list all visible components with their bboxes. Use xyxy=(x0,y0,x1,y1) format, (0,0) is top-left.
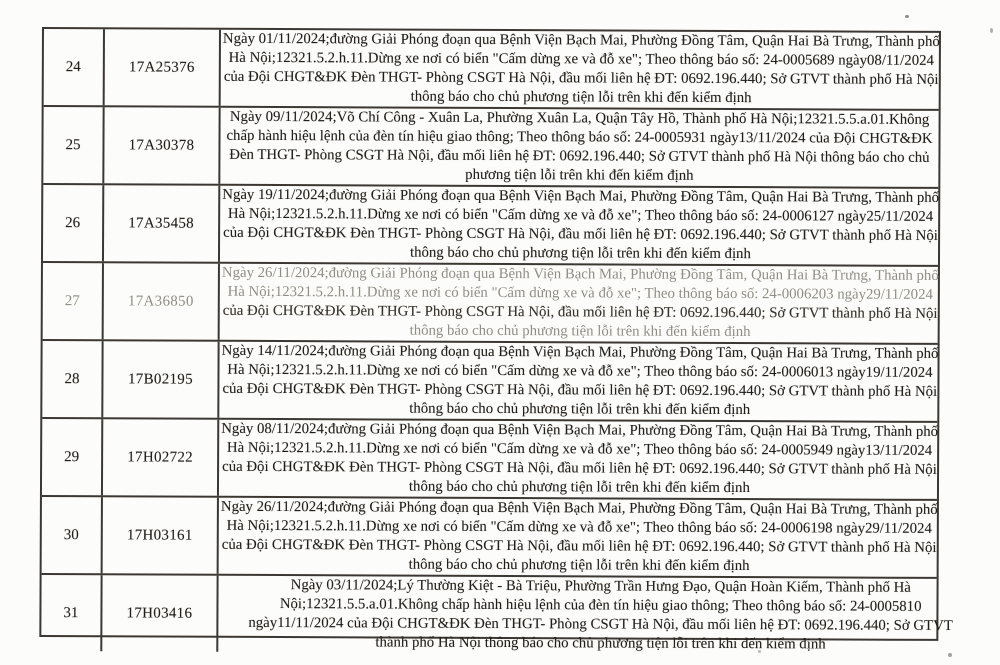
table-row xyxy=(43,185,938,267)
violation-text-line: của Đội CHGT&ĐK Đèn THGT- Phòng CSGT Hà Nội, đầu mối liên hệ ĐT: 0692.196.440; Sở GTVT thành phố Hà Nội xyxy=(222,380,938,400)
violation-description-cell xyxy=(220,186,941,265)
violation-text-line: Hà Nội;12321.5.2.h.11.Dừng xe nơi có biển "Cấm dừng xe và đỗ xe"; Theo thông báo số: 24-0006198 ngày29/11/2024 xyxy=(226,517,932,537)
violation-text-line: thông báo cho chủ phương tiện lỗi trên khi đến kiểm định xyxy=(409,244,751,263)
violation-text-line: Nội;12321.5.5.a.01.Không chấp hành hiệu lệnh của đèn tín hiệu giao thông; Theo thông báo số: 24-0005810 xyxy=(279,596,922,615)
violation-text-line: Hà Nội;12321.5.2.h.11.Dừng xe nơi có biển "Cấm dừng xe và đỗ xe"; Theo thông báo số: 24-0006127 ngày25/11/2024 xyxy=(227,205,934,225)
violation-text-line: Hà Nội;12321.5.2.h.11.Dừng xe nơi có biển "Cấm dừng xe và đỗ xe"; Theo thông báo số: 24-0006203 ngày29/11/2024 xyxy=(227,283,933,303)
table-row xyxy=(44,29,939,111)
row-number-cell: 24 xyxy=(44,29,105,105)
table-row xyxy=(43,107,938,189)
violation-text-line: thông báo cho chủ phương tiện lỗi trên khi đến kiểm định xyxy=(408,478,750,497)
license-plate-cell: 17A30378 xyxy=(104,107,220,184)
violation-text-line: chấp hành hiệu lệnh của đèn tín hiệu giao thông; Theo thông báo số: 24-0005931 ngày13/11/2024 của Đội CHGT&ĐK xyxy=(226,127,933,147)
violation-description-cell xyxy=(218,576,983,655)
table-row xyxy=(42,497,937,579)
violation-text-line: của Đội CHGT&ĐK Đèn THGT- Phòng CSGT Hà Nội, đầu mối liên hệ ĐT: 0692.196.440; Sở GTVT thành phố Hà Nội xyxy=(223,224,938,244)
violation-text-line: của Đội CHGT&ĐK Đèn THGT- Phòng CSGT Hà Nội, đầu mối liên hệ ĐT: 0692.196.440; Sở GTVT thành phố Hà Nội xyxy=(221,536,937,556)
violation-text-line: Hà Nội;12321.5.2.h.11.Dừng xe nơi có biển "Cấm dừng xe và đỗ xe"; Theo thông báo số: 24-0005949 ngày13/11/2024 xyxy=(226,439,933,459)
violation-text-line: thông báo cho chủ phương tiện lỗi trên khi đến kiểm định xyxy=(410,88,752,107)
violation-description-cell xyxy=(219,420,940,499)
violation-text-line: thông báo cho chủ phương tiện lỗi trên khi đến kiểm định xyxy=(408,556,750,575)
row-number-cell: 27 xyxy=(43,263,104,339)
violation-text-line: của Đội CHGT&ĐK Đèn THGT- Phòng CSGT Hà Nội, đầu mối liên hệ ĐT: 0692.196.440; Sở GTVT thành phố Hà Nội xyxy=(222,458,937,478)
license-plate-cell: 17H03161 xyxy=(103,497,219,574)
table-row xyxy=(42,341,937,423)
row-number-cell: 29 xyxy=(42,419,103,495)
violation-text-line: của Đội CHGT&ĐK Đèn THGT- Phòng CSGT Hà Nội, đầu mối liên hệ ĐT: 0692.196.440; Sở GTVT thành phố Hà Nội xyxy=(223,68,939,88)
violation-text-line: Ngày 01/11/2024;đường Giải Phóng đoạn qua Bệnh Viện Bạch Mai, Phường Đồng Tâm, Quận Hai Bà Trưng, Thành phố xyxy=(222,30,940,50)
row-number-cell: 26 xyxy=(43,185,104,261)
violation-text-line: Ngày 26/11/2024;đường Giải Phóng đoạn qua Bệnh Viện Bạch Mai, Phường Đồng Tâm, Quận Hai Bà Trưng, Thành phố xyxy=(220,498,938,518)
row-number-cell: 30 xyxy=(42,497,103,573)
license-plate-cell: 17A36850 xyxy=(104,263,220,340)
violations-table xyxy=(39,27,953,653)
violation-text-line: Ngày 08/11/2024;đường Giải Phóng đoạn qua Bệnh Viện Bạch Mai, Phường Đồng Tâm, Quận Hai Bà Trưng, Thành phố xyxy=(221,420,939,440)
violation-text-line: thành phố Hà Nội thông báo cho chủ phương tiện lỗi trên khi đến kiểm định xyxy=(375,634,826,653)
violation-text-line: phương tiện lỗi trên khi đến kiểm định xyxy=(465,166,694,184)
violation-description-cell xyxy=(219,342,940,421)
violation-text-line: Ngày 09/11/2024;Võ Chí Công - Xuân La, Phường Xuân La, Quận Tây Hồ, Thành phố Hà Nội;12321.5.5.a.01.Không xyxy=(229,108,930,128)
scan-speck xyxy=(905,15,909,18)
table-row xyxy=(43,263,938,345)
row-number-cell: 25 xyxy=(43,107,104,183)
violation-description-cell xyxy=(221,30,942,109)
violation-text-line: Hà Nội;12321.5.2.h.11.Dừng xe nơi có biển "Cấm dừng xe và đỗ xe"; Theo thông báo số: 24-0005689 ngày08/11/2024 xyxy=(228,49,934,69)
violation-text-line: Ngày 14/11/2024;đường Giải Phóng đoạn qua Bệnh Viện Bạch Mai, Phường Đồng Tâm, Quận Hai Bà Trưng, Thành phố xyxy=(221,342,939,362)
license-plate-cell: 17A25376 xyxy=(105,29,221,106)
license-plate-cell: 17B02195 xyxy=(103,341,219,418)
row-number-cell: 28 xyxy=(42,341,103,417)
violation-text-line: thông báo cho chủ phương tiện lỗi trên khi đến kiểm định xyxy=(409,322,751,341)
violation-text-line: Đèn THGT- Phòng CSGT Hà Nội, đầu mối liên hệ ĐT: 0692.196.440; Sở GTVT thành phố Hà Nội thông báo cho chủ xyxy=(229,146,930,166)
license-plate-cell: 17A35458 xyxy=(104,185,220,262)
violation-description-cell xyxy=(219,498,940,577)
violation-text-line: Ngày 19/11/2024;đường Giải Phóng đoạn qua Bệnh Viện Bạch Mai, Phường Đồng Tâm, Quận Hai Bà Trưng, Thành phố xyxy=(222,186,940,206)
violation-text-line: Ngày 03/11/2024;Lý Thường Kiệt - Bà Triệu, Phường Trần Hưng Đạo, Quận Hoàn Kiếm, Thành phố Hà xyxy=(290,577,911,596)
violation-description-cell xyxy=(220,108,938,187)
violation-description-cell xyxy=(220,264,941,343)
violation-text-line: ngày11/11/2024 của Đội CHGT&ĐK Đèn THGT- Phòng CSGT Hà Nội, đầu mối liên hệ ĐT: 0692.196.440; Sở GTVT xyxy=(248,614,953,634)
violation-text-line: của Đội CHGT&ĐK Đèn THGT- Phòng CSGT Hà Nội, đầu mối liên hệ ĐT: 0692.196.440; Sở GTVT thành phố Hà Nội xyxy=(222,302,938,322)
table-row xyxy=(41,575,953,655)
violation-text-line: Hà Nội;12321.5.2.h.11.Dừng xe nơi có biển "Cấm dừng xe và đỗ xe"; Theo thông báo số: 24-0006013 ngày19/11/2024 xyxy=(227,361,933,381)
license-plate-cell: 17H02722 xyxy=(103,419,219,496)
table-row xyxy=(42,419,937,501)
row-number-cell: 31 xyxy=(41,575,102,651)
violation-text-line: thông báo cho chủ phương tiện lỗi trên khi đến kiểm định xyxy=(409,400,751,419)
license-plate-cell: 17H03416 xyxy=(102,575,218,652)
violation-text-line: Ngày 26/11/2024;đường Giải Phóng đoạn qua Bệnh Viện Bạch Mai, Phường Đồng Tâm, Quận Hai Bà Trưng, Thành phố xyxy=(221,264,939,284)
scan-speck xyxy=(990,28,993,33)
